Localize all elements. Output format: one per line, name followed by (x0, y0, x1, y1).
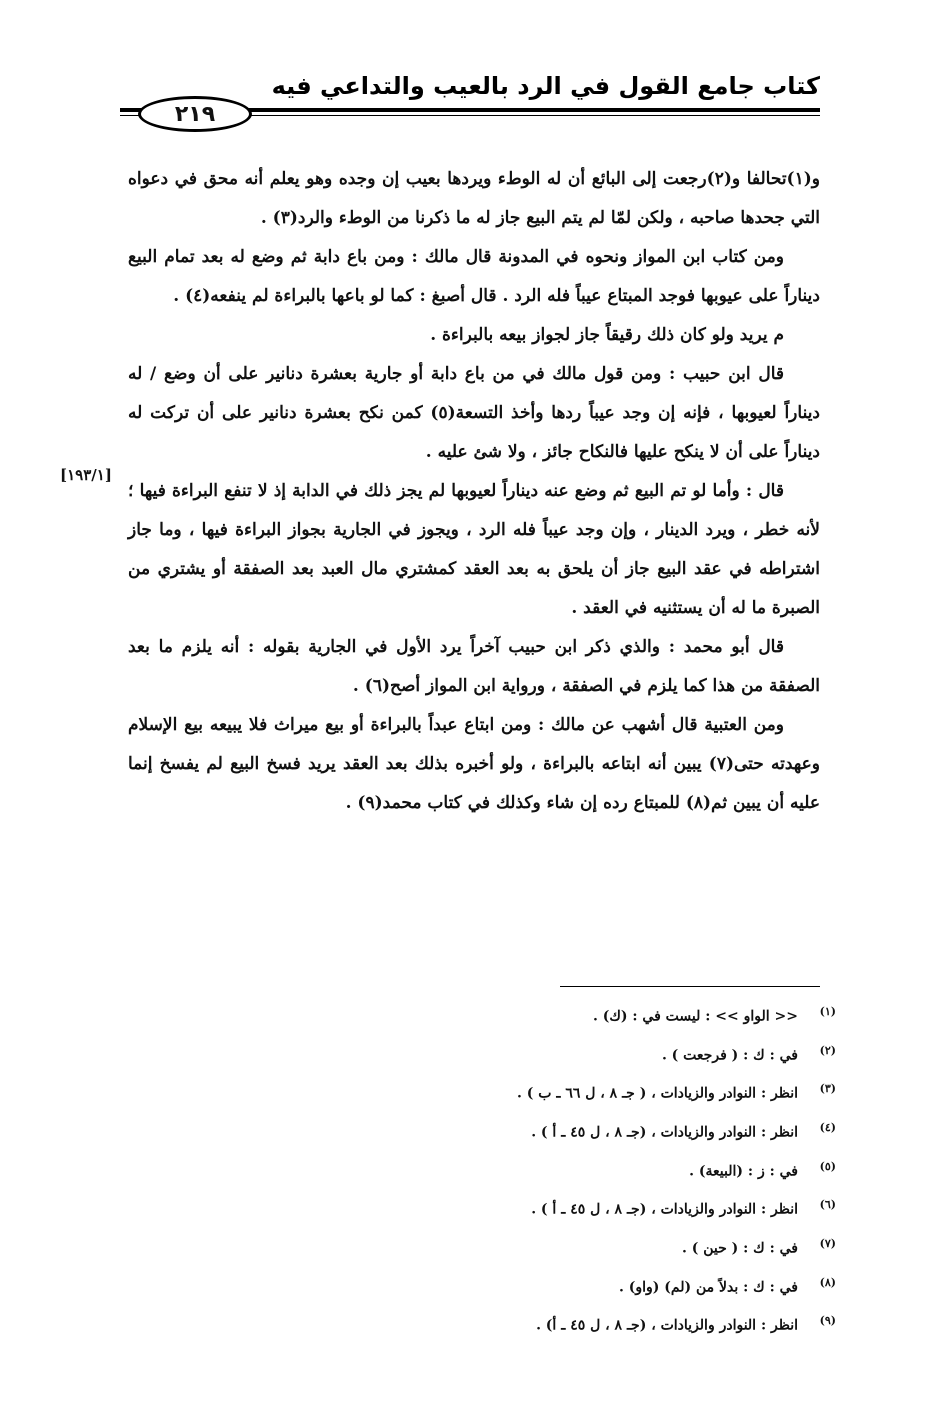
running-title: كتاب جامع القول في الرد بالعيب والتداعي فيه (271, 72, 820, 100)
footnote-text: في : ز : (البيعة) . (689, 1163, 798, 1180)
main-text (128, 160, 820, 823)
footnote (416, 995, 836, 1034)
footnote (416, 1072, 836, 1111)
footnote-number: (٢) (819, 1043, 836, 1057)
footnote (416, 1304, 836, 1343)
footnote-number: (٨) (819, 1275, 836, 1289)
footnote-number: (٩) (819, 1314, 836, 1328)
paragraph: قال : وأما لو تم البيع ثم وضع عنه ديناراً لعيوبها لم يجز ذلك في الدابة إذ لا تنفع البراءة فيها ؛ لأنه خطر ، ويرد الدينار ، وإن وجد عيباً فله الرد ، ويجوز في الجارية بجواز البراءة فيها ، وما جاز اشتراطه في عقد البيع جاز أن يلحق به بعد العقد كمشتري مال العبد بعد الصفقة أو يشتري من الصبرة ما له أن يستثنيه في العقد . (128, 481, 820, 618)
footnote (416, 1034, 836, 1073)
footnote-text: انظر : النوادر والزيادات ، (جـ ٨ ، ل ٤٥ ـ أ ) . (531, 1124, 798, 1141)
footnote-text: << الواو >> : ليست في : (ك) . (592, 1008, 798, 1025)
footnote-text: في : ك : بدلاً من (لم) (واو) . (619, 1279, 798, 1296)
footnote-number: (٦) (819, 1198, 836, 1212)
footnote-number: (٤) (819, 1120, 836, 1134)
footnote (416, 1266, 836, 1305)
footnote (416, 1111, 836, 1150)
footnote-text: في : ك : ( حين ) . (681, 1240, 798, 1257)
paragraph: و(١)تحالفا و(٢)رجعت إلى البائع أن له الوطء ويردها بعيب إن وجده وهو يعلم أنه محق في دعواه التي جحدها صاحبه ، ولكن لمّا لم يتم البيع جاز له ما ذكرنا من الوطء والرد(٣) . (128, 169, 821, 228)
footnotes (416, 995, 836, 1343)
paragraph: قال أبو محمد : والذي ذكر ابن حبيب آخراً يرد الأول في الجارية بقوله : أنه يلزم ما بعد الصفقة من هذا كما يلزم في الصفقة ، ورواية ابن المواز أصح(٦) . (128, 637, 820, 696)
paragraph: ومن كتاب ابن المواز ونحوه في المدونة قال مالك : ومن باع دابة ثم وضع له بعد تمام البيع ديناراً على عيوبها فوجد المبتاع عيباً فله الرد . قال أصبغ : كما لو باعها بالبراءة لم ينفعه(٤) . (128, 247, 820, 306)
footnote-text: انظر : النوادر والزيادات ، (جـ ٨ ، ل ٤٥ ـ أ ) . (531, 1201, 798, 1218)
footnote-number: (٧) (819, 1236, 836, 1250)
page-header (120, 62, 820, 132)
footnote-text: انظر : النوادر والزيادات ، ( جـ ٨ ، ل ٦٦ ـ ب ) . (517, 1085, 798, 1102)
footnote (416, 1227, 836, 1266)
footnote-number: (٥) (819, 1159, 836, 1173)
paragraph: م يريد ولو كان ذلك رقيقاً جاز لجواز بيعه بالبراءة . (430, 325, 784, 345)
footnote (416, 1188, 836, 1227)
footnote-text: في : ك : ( فرجعت ) . (661, 1047, 798, 1064)
footnote-text: انظر : النوادر والزيادات ، (جـ ٨ ، ل ٤٥ ـ أ) . (536, 1317, 798, 1334)
paragraph: ومن العتبية قال أشهب عن مالك : ومن ابتاع عبداً بالبراءة أو بيع ميراث فلا يبيعه بيع الإسلام وعهدته حتى(٧) يبين أنه ابتاعه بالبراءة ، ولو أخبره بذلك بعد العقد يريد فسخ البيع لم يفسخ إنما عليه أن يبين ثم(٨) للمبتاع رده إن شاء وكذلك في كتاب محمد(٩) . (128, 715, 820, 813)
footnote (416, 1150, 836, 1189)
footnote-number: (٣) (819, 1082, 836, 1096)
margin-folio-note: [١٩٣/١] (60, 466, 112, 484)
page-number: ٢١٩ (138, 96, 252, 132)
footnote-separator (560, 986, 820, 987)
footnote-number: (١) (819, 1005, 836, 1018)
paragraph: قال ابن حبيب : ومن قول مالك في من باع دابة أو جارية بعشرة دنانير على أن وضع / له ديناراً لعيوبها ، فإنه إن وجد عيباً ردها وأخذ التسعة(٥) كمن نكح بعشرة دنانير على أن تركت له ديناراً على أن لا ينكح عليها فالنكاح جائز ، ولا شئ عليه . (128, 364, 820, 462)
